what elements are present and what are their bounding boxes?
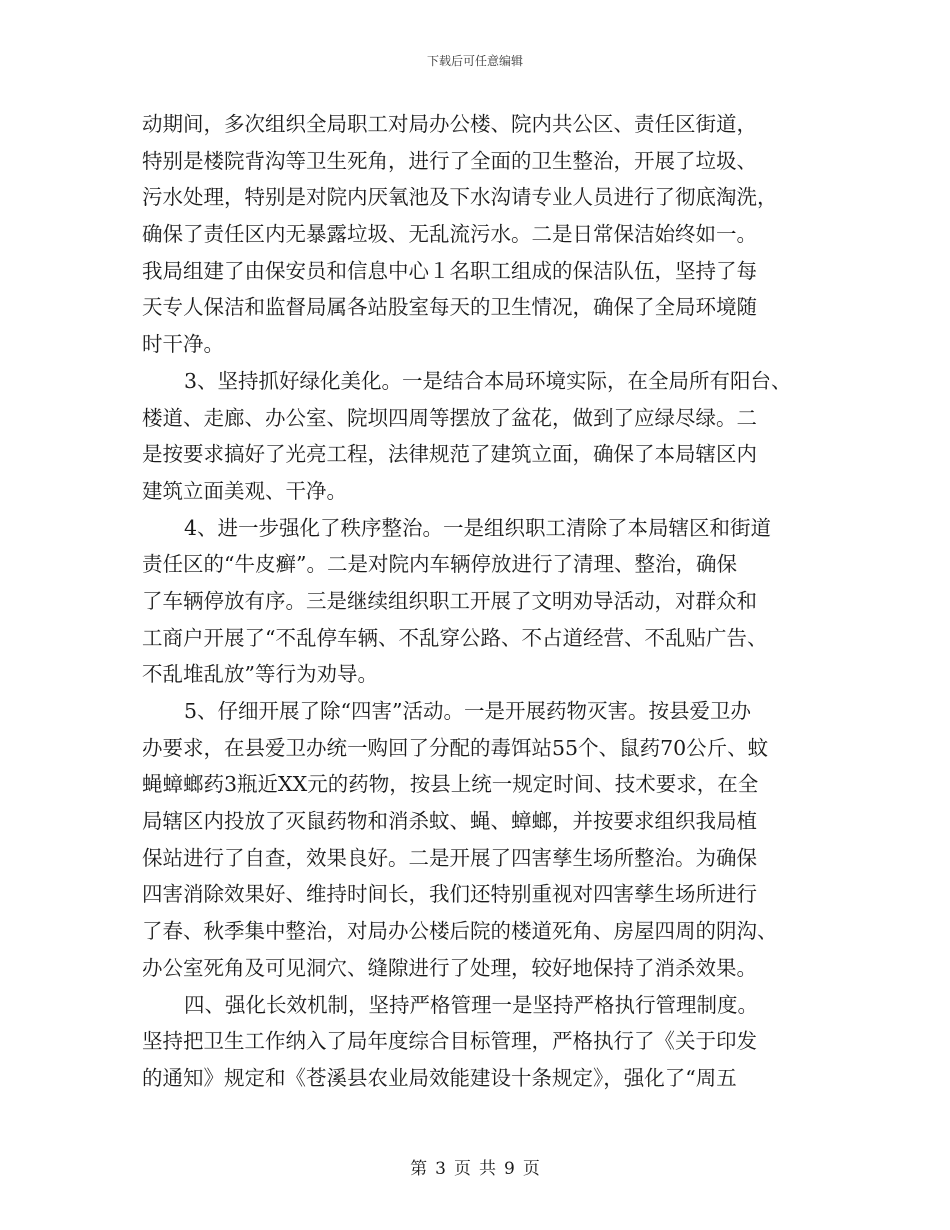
text-line: 不乱堆乱放”等行为劝导。 [142, 662, 378, 687]
text-line: 保站进行了自查，效果良好。二是开展了四害孳生场所整治。为确保 [142, 845, 757, 870]
paragraph-3-start: 3、坚持抓好绿化美化。一是结合本局环境实际，在全局所有阳台、 [184, 368, 792, 393]
footer-prefix: 第 [410, 1159, 428, 1179]
text-line: 特别是楼院背沟等卫生死角，进行了全面的卫生整治，开展了垃圾、 [142, 148, 757, 173]
paragraph-5-start: 5、仔细开展了除“四害”活动。一是开展药物灭害。按县爱卫办 [184, 699, 752, 723]
section-4-heading: 四、强化长效机制，坚持严格管理一是坚持严格执行管理制度。 [184, 992, 758, 1017]
text-line: 了车辆停放有序。三是继续组织职工开展了文明劝导活动，对群众和 [142, 588, 757, 613]
text-line: 动期间，多次组织全局职工对局办公楼、院内共公区、责任区街道， [142, 112, 757, 136]
text-line: 责任区的“牛皮癣”。二是对院内车辆停放进行了清理、整治，确保 [142, 552, 737, 577]
text-line: 办公室死角及可见洞穴、缝隙进行了处理，较好地保持了消杀效果。 [142, 955, 757, 980]
text-line: 楼道、走廊、办公室、院坝四周等摆放了盆花，做到了应绿尽绿。二 [142, 405, 757, 430]
text-line: 了春、秋季集中整治，对局办公楼后院的楼道死角、房屋四周的阴沟、 [142, 919, 778, 944]
paragraph-4-start: 4、进一步强化了秩序整治。一是组织职工清除了本局辖区和街道 [184, 515, 772, 540]
text-line: 的通知》规定和《苍溪县农业局效能建设十条规定》，强化了“周五 [142, 1065, 737, 1090]
text-line: 天专人保洁和监督局属各站股室每天的卫生情况，确保了全局环境随 [142, 295, 757, 320]
text-line: 坚持把卫生工作纳入了局年度综合目标管理，严格执行了《关于印发 [142, 1029, 757, 1054]
footer-total-unit: 页 [522, 1159, 540, 1179]
text-line: 四害消除效果好、维持时间长，我们还特别重视对四害孳生场所进行 [142, 882, 757, 907]
text-line: 污水处理，特别是对院内厌氧池及下水沟请专业人员进行了彻底淘洗， [142, 185, 778, 210]
text-line: 我局组建了由保安员和信息中心１名职工组成的保洁队伍，坚持了每 [142, 258, 757, 283]
document-body [142, 106, 832, 1097]
footer-total-prefix: 共 [479, 1159, 496, 1179]
text-line: 办要求，在县爱卫办统一购回了分配的毒饵站55个、鼠药70公斤、蚊 [142, 735, 769, 760]
text-line: 时干净。 [142, 332, 224, 357]
footer-total-pages: 9 [504, 1159, 515, 1179]
text-line: 建筑立面美观、干净。 [142, 478, 347, 503]
text-line: 确保了责任区内无暴露垃圾、无乱流污水。二是日常保洁始终如一。 [142, 222, 757, 247]
page-number-footer [0, 1154, 950, 1179]
footer-page-unit: 页 [454, 1159, 471, 1179]
text-line: 工商户开展了“不乱停车辆、不乱穿公路、不占道经营、不乱贴广告、 [142, 625, 768, 650]
text-line: 蝇蟑螂药3瓶近XX元的药物，按县上统一规定时间、技术要求，在全 [142, 772, 759, 797]
page-header-note: 下载后可任意编辑 [426, 54, 523, 68]
text-line: 是按要求搞好了光亮工程，法律规范了建筑立面，确保了本局辖区内 [142, 442, 757, 467]
text-line: 局辖区内投放了灭鼠药物和消杀蚊、蝇、蟑螂，并按要求组织我局植 [142, 809, 757, 834]
footer-current-page: 3 [435, 1159, 446, 1179]
